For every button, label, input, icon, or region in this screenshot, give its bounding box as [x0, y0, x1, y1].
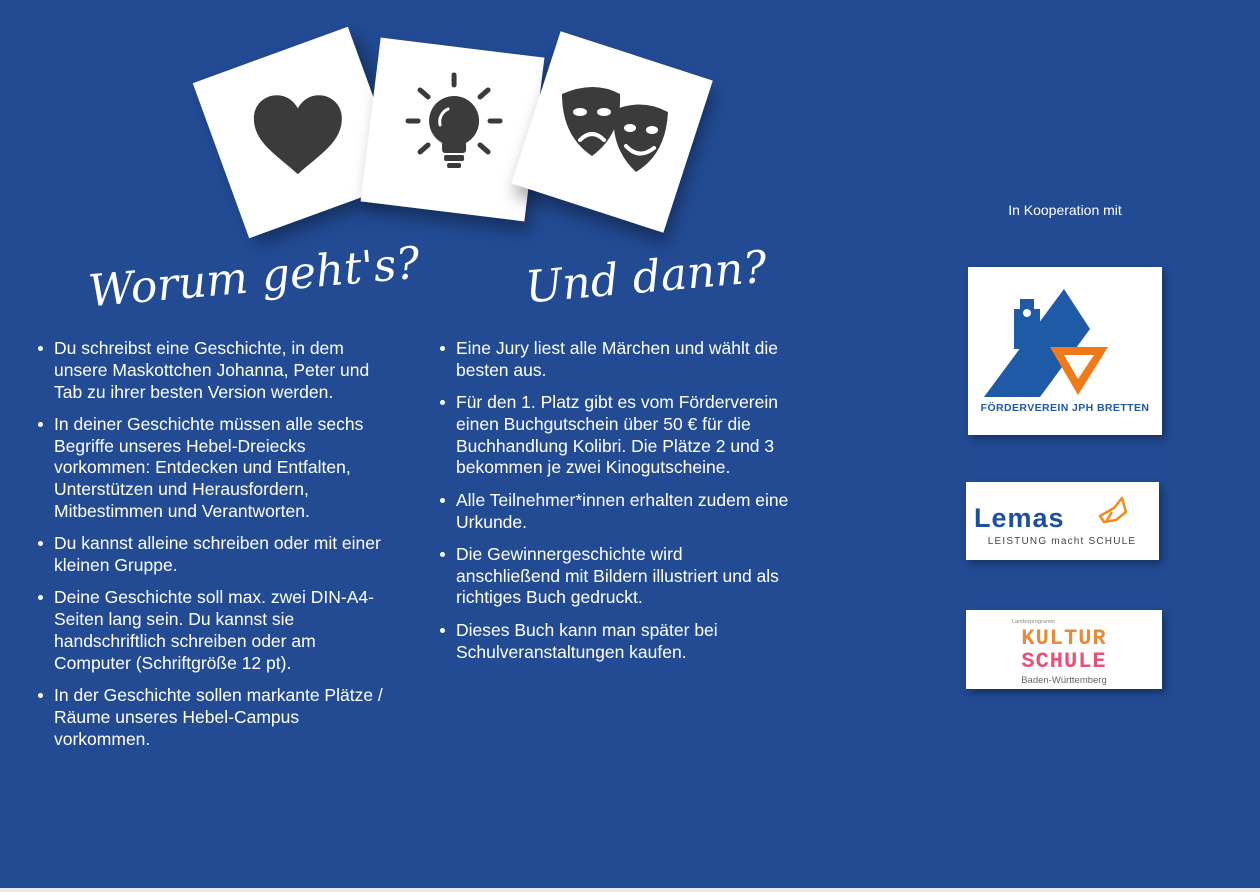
- lemas-logo: [966, 482, 1159, 560]
- foerderverein-logo: [968, 267, 1162, 435]
- lemas-name: Lemas: [974, 503, 1065, 533]
- kulturschule-line1: KULTUR: [1021, 626, 1107, 651]
- list-item: Du schreibst eine Geschichte, in dem unsere Maskottchen Johanna, Peter und Tab zu ihrer besten Version werden.: [36, 338, 388, 403]
- list-item: Dieses Buch kann man später bei Schulveranstaltungen kaufen.: [438, 620, 790, 664]
- list-item: Eine Jury liest alle Märchen und wählt die besten aus.: [438, 338, 790, 382]
- heart-icon: [254, 95, 342, 174]
- list-item: Alle Teilnehmer*innen erhalten zudem eine Urkunde.: [438, 490, 790, 534]
- list-item: Für den 1. Platz gibt es vom Förderverein einen Buchgutschein über 50 € für die Buchhandlung Kolibri. Die Plätze 2 und 3 bekommen je zwei Kinogutscheine.: [438, 392, 790, 479]
- kulturschule-line2: SCHULE: [1021, 649, 1107, 674]
- middle-bullet-list: [438, 338, 790, 674]
- lemas-bird-icon: [1100, 498, 1126, 522]
- list-item: Du kannst alleine schreiben oder mit einer kleinen Gruppe.: [36, 533, 388, 577]
- middle-heading: Und dann?: [523, 241, 770, 314]
- foerderverein-text: FÖRDERVEREIN JPH BRETTEN: [980, 402, 1150, 414]
- theater-masks-icon: [562, 87, 668, 172]
- bottom-border: [0, 888, 1260, 892]
- kulturschule-logo: [966, 610, 1162, 689]
- list-item: Die Gewinnergeschichte wird anschließend mit Bildern illustriert und als richtiges Buch gedruckt.: [438, 544, 790, 609]
- left-bullet-list: [36, 338, 388, 761]
- lightbulb-icon: [408, 75, 500, 168]
- kulturschule-region: Baden-Württemberg: [1021, 675, 1107, 686]
- kulturschule-small: Landesprogramm: [1012, 619, 1056, 625]
- lightbulb-card: [361, 38, 545, 222]
- list-item: Deine Geschichte soll max. zwei DIN-A4-Seiten lang sein. Du kannst sie handschriftlich schreiben oder am Computer (Schriftgröße 12 pt).: [36, 587, 388, 674]
- cooperation-label: In Kooperation mit: [1008, 202, 1122, 218]
- list-item: In der Geschichte sollen markante Plätze / Räume unseres Hebel-Campus vorkommen.: [36, 685, 388, 750]
- list-item: In deiner Geschichte müssen alle sechs Begriffe unseres Hebel-Dreiecks vorkommen: Entdecken und Entfalten, Unterstützen und Herausfordern, Mitbestimmen und Verantworten.: [36, 414, 388, 523]
- lemas-tagline: LEISTUNG macht SCHULE: [987, 536, 1137, 547]
- left-heading: Worum geht's?: [86, 237, 422, 318]
- foerderverein-emblem-icon: [984, 289, 1108, 397]
